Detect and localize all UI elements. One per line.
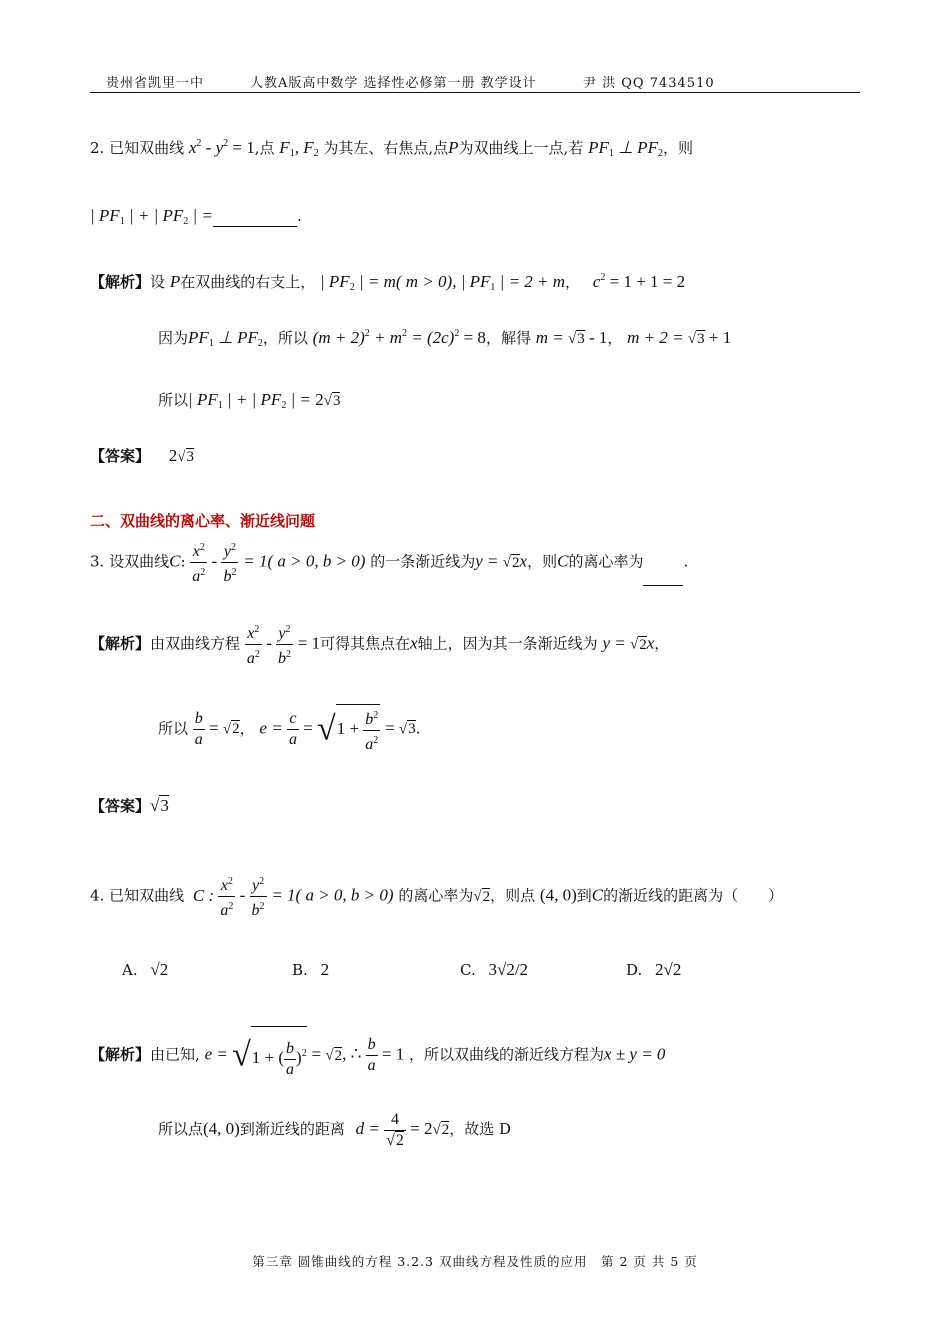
header-school: 贵州省凯里一中	[106, 76, 205, 91]
q2-question-blank: | $PF_1$ | + | $PF_2$ | = .	[90, 206, 302, 227]
header-rule	[90, 92, 860, 93]
header-author: 尹 洪 QQ 7434510	[583, 76, 715, 91]
answer-blank	[213, 206, 297, 227]
q3-analysis-1: 【解析】由双曲线方程 $\frac{x^2}{a^2}$ - $\frac{y^2}{b^2}$ = 1可得其焦点在x轴上，因为其一条渐近线为 y = √2x，	[90, 620, 669, 669]
q4-analysis-2: 所以点(4, 0)到渐近线的距离 d = $\frac{4}{√2}$ = 2√2，故选 D	[158, 1110, 512, 1149]
q3-analysis-2: 所以 $\frac{b}{a}$ = √2， e = $\frac{c}{a}$ = √1 + $\frac{b^2}{a^2}$ = √3.	[158, 704, 420, 755]
q4-option-d[interactable]: D. 2√2	[626, 960, 682, 979]
q4-option-a[interactable]: A. √2	[122, 960, 169, 979]
footer: 第三章 圆锥曲线的方程 3.2.3 双曲线方程及性质的应用 第 2 页 共 5 页	[252, 1254, 698, 1269]
q4-analysis-1: 【解析】由已知, e = √1 + ( $\frac{b}{a}$ )$^2$ = √2, ∴ $\frac{b}{a}$ = 1 ，所以双曲线的渐近线方程为x ± y = 0	[90, 1026, 665, 1085]
q4-option-c[interactable]: C. 3√2/2	[460, 960, 529, 979]
answer-blank	[643, 539, 683, 586]
q3-question: 3. 设双曲线C: $\frac{x^2}{a^2}$ - $\frac{y^2}{b^2}$ = 1( a > 0, b > 0) 的一条渐近线为y = √2x，则C的离心率为 .	[90, 538, 688, 587]
q2-question: 2. 已知双曲线 $x^2 - y^2 = 1$,点 $F_1$, $F_2$ 为其左、右焦点,点P为双曲线上一点,若 $PF_1$ ⊥ $PF_2$，则	[90, 138, 693, 159]
q2-answer: 【答案】 2√3	[90, 446, 195, 465]
q2-analysis-3: 所以| $PF_1$ | + | $PF_2$ | = 2√3	[158, 390, 341, 411]
q2-analysis-1: 【解析】设 P在双曲线的右支上， | $PF_2$ | = m( m > 0), | $PF_1$ | = 2 + m， $c^2 = 1 + 1 = 2$	[90, 272, 686, 293]
header-book: 人教A版高中数学 选择性必修第一册 教学设计	[250, 76, 537, 91]
q2-analysis-2: 因为$PF_1$ ⊥ $PF_2$，所以 $(m + 2)^2 + m^2 = (2c)^2 = 8$，解得 m = √3 - 1， m + 2 = √3 + 1	[158, 328, 732, 349]
q3-answer: 【答案】√3	[90, 796, 169, 815]
q4-question: 4. 已知双曲线 C : $\frac{x^2}{a^2}$ - $\frac{y^2}{b^2}$ = 1( a > 0, b > 0) 的离心率为√2，则点 (4, 0)到C的渐近线的距离为（ ）	[90, 872, 783, 921]
q4-option-b[interactable]: B. 2	[292, 960, 330, 979]
section-title: 二、双曲线的离心率、渐近线问题	[90, 512, 316, 530]
